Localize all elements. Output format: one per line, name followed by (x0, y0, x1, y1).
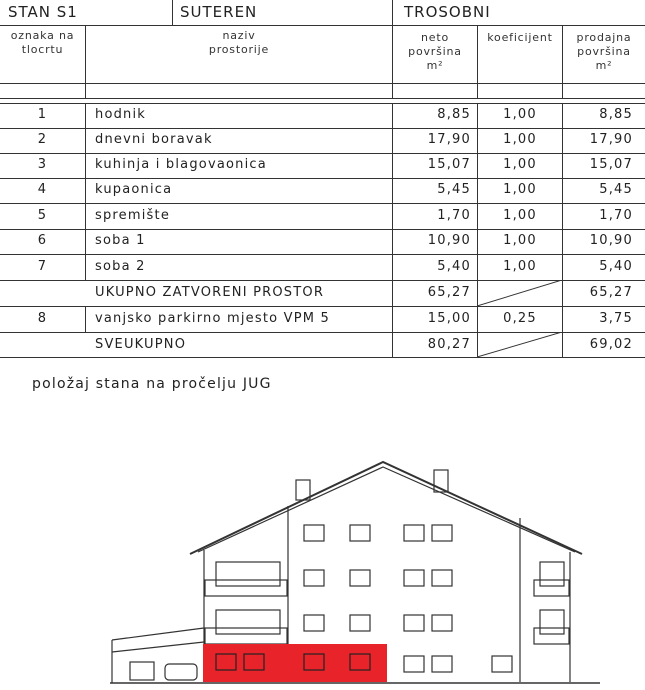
grid-line (392, 0, 393, 25)
row-net: 5,40 (437, 259, 471, 274)
grid-line (0, 83, 645, 84)
grid-line (0, 229, 645, 230)
ramp-rail (112, 642, 204, 652)
row-name: hodnik (95, 107, 147, 122)
row-mark: 3 (37, 157, 48, 172)
grid-line (0, 178, 645, 179)
row-sale: 17,90 (589, 132, 633, 147)
balcony-left (205, 628, 287, 644)
row-coef: 1,00 (503, 157, 537, 172)
heading-line: neto (421, 31, 449, 44)
row-net: 15,07 (427, 157, 471, 172)
grid-line (0, 103, 645, 104)
row-coef: 0,25 (503, 311, 537, 326)
row-mark: 4 (37, 182, 48, 197)
row-name: dnevni boravak (95, 132, 213, 147)
row-sale: 8,85 (599, 107, 633, 122)
row-name: soba 1 (95, 233, 146, 248)
grid-line (0, 357, 645, 358)
empty-cell-diagonal (477, 280, 562, 306)
subtotal-label: UKUPNO ZATVORENI PROSTOR (95, 285, 325, 300)
ramp-top (112, 628, 204, 640)
row-coef: 1,00 (503, 132, 537, 147)
grid-line (0, 25, 645, 26)
heading-line: m² (595, 59, 613, 72)
row-coef: 1,00 (503, 208, 537, 223)
row-name: soba 2 (95, 259, 146, 274)
col-name-heading (86, 29, 392, 57)
empty-cell-diagonal (477, 332, 562, 357)
row-name: kupaonica (95, 182, 173, 197)
balcony-left (205, 580, 287, 596)
grid-line (0, 203, 645, 204)
car-outline (165, 664, 197, 680)
row-net: 1,70 (437, 208, 471, 223)
row-sale: 10,90 (589, 233, 633, 248)
wing-window (216, 562, 280, 586)
total-label: SVEUKUPNO (95, 337, 187, 352)
row-coef: 1,00 (503, 182, 537, 197)
apartment-highlight (203, 644, 387, 682)
floor-label: SUTEREN (180, 3, 258, 21)
row-net: 8,85 (437, 107, 471, 122)
roof-inner (198, 467, 575, 552)
heading-line: prostorije (208, 43, 270, 56)
facade-caption: položaj stana na pročelju JUG (32, 376, 272, 392)
row-mark: 2 (37, 132, 48, 147)
grid-line (0, 254, 645, 255)
row-sale: 3,75 (599, 311, 633, 326)
type-label: TROSOBNI (404, 3, 491, 21)
subtotal-sale: 65,27 (589, 285, 633, 300)
row-mark: 6 (37, 233, 48, 248)
row-name: kuhinja i blagovaonica (95, 157, 267, 172)
facade-drawing (0, 440, 645, 690)
grid-line (0, 153, 645, 154)
row-sale: 5,40 (599, 259, 633, 274)
row-mark: 8 (37, 311, 48, 326)
grid-line (85, 103, 86, 281)
row-coef: 1,00 (503, 107, 537, 122)
row-mark: 1 (37, 107, 48, 122)
row-coef: 1,00 (503, 259, 537, 274)
row-net: 15,00 (427, 311, 471, 326)
total-sale: 69,02 (589, 337, 633, 352)
col-mark-heading (0, 29, 85, 57)
garage-gate (130, 662, 154, 680)
grid-line (0, 128, 645, 129)
row-sale: 1,70 (599, 208, 633, 223)
col-sale-heading (563, 31, 645, 73)
row-coef: 1,00 (503, 233, 537, 248)
heading-line: koeficijent (487, 31, 553, 44)
heading-line: m² (426, 59, 444, 72)
row-name: vanjsko parkirno mjesto VPM 5 (95, 311, 330, 326)
heading-line: površina (577, 45, 631, 58)
wing-window (540, 610, 564, 634)
row-net: 17,90 (427, 132, 471, 147)
row-sale: 5,45 (599, 182, 633, 197)
wing-window (216, 610, 280, 634)
wing-window (540, 562, 564, 586)
total-net: 80,27 (427, 337, 471, 352)
row-net: 10,90 (427, 233, 471, 248)
heading-line: površina (408, 45, 462, 58)
roof-outline (190, 462, 582, 554)
row-mark: 7 (37, 259, 48, 274)
grid-line (0, 306, 645, 307)
heading-line: naziv (222, 29, 256, 42)
apartment-label: STAN S1 (8, 3, 78, 21)
col-coef-heading (478, 31, 562, 45)
row-sale: 15,07 (589, 157, 633, 172)
grid-line (0, 98, 645, 99)
heading-line: oznaka na (10, 29, 75, 42)
subtotal-net: 65,27 (427, 285, 471, 300)
heading-line: tlocrtu (21, 43, 64, 56)
row-net: 5,45 (437, 182, 471, 197)
row-name: spremište (95, 208, 171, 223)
heading-line: prodajna (576, 31, 632, 44)
col-net-heading (393, 31, 477, 73)
grid-line (85, 306, 86, 332)
row-mark: 5 (37, 208, 48, 223)
grid-line (172, 0, 173, 25)
